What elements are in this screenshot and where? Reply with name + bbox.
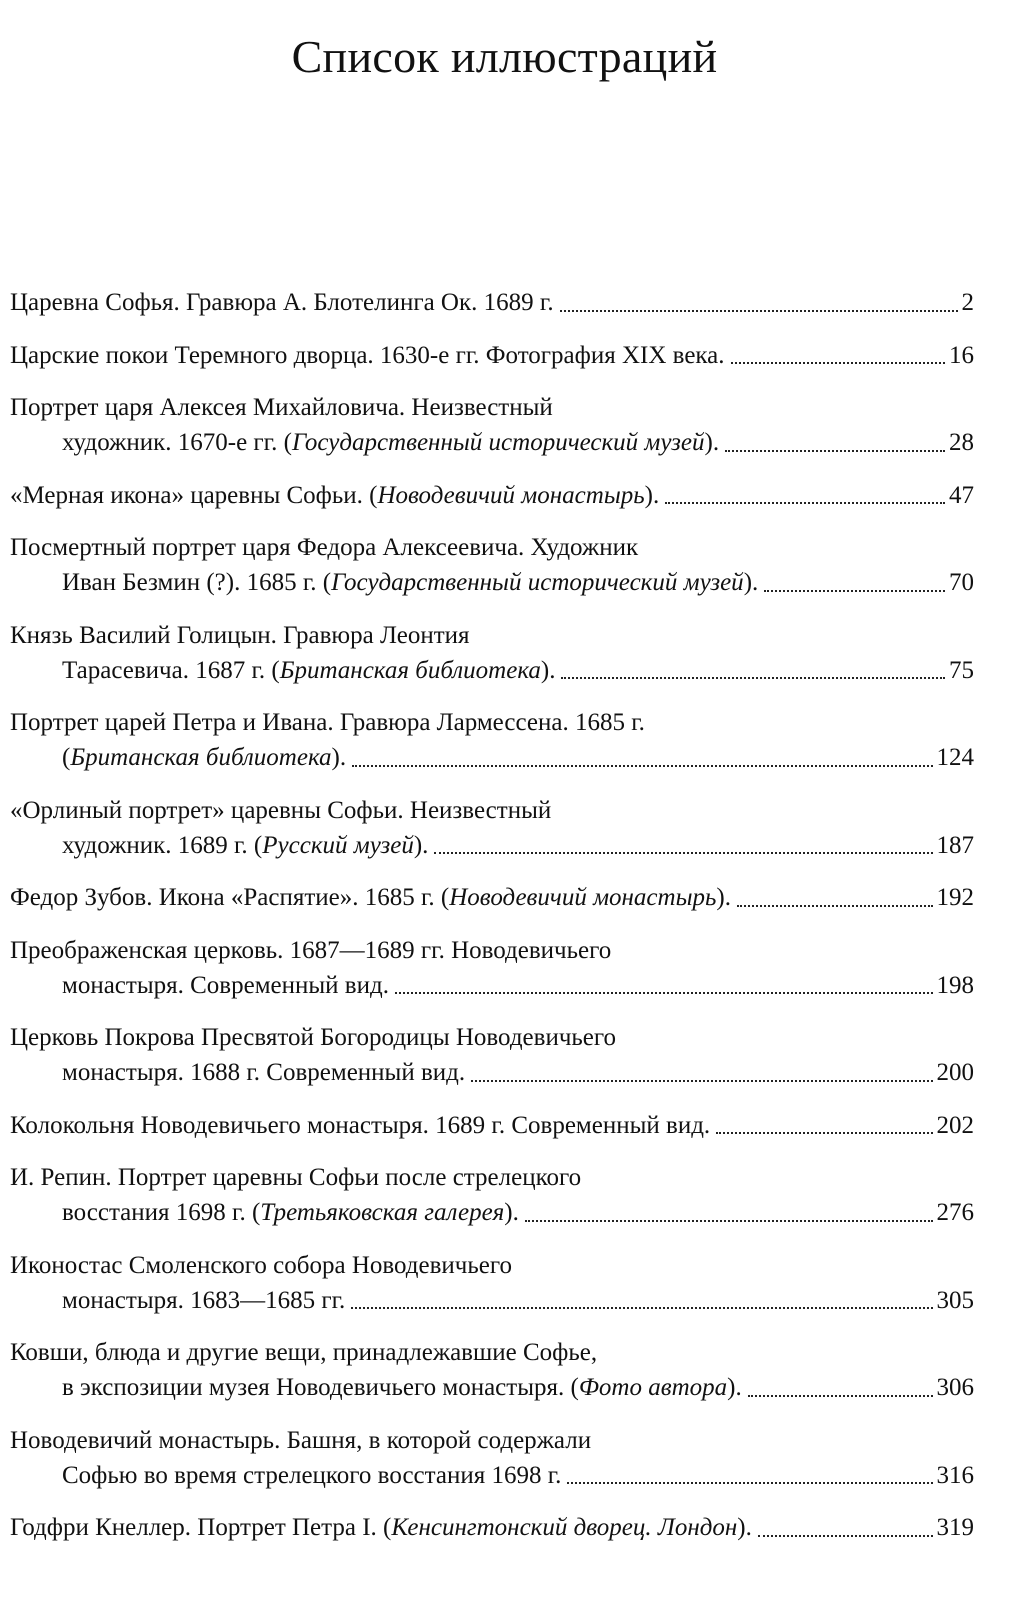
- entry-punct: ).: [727, 1374, 742, 1401]
- entry-line: [10, 1020, 974, 1055]
- entry-caption-continued: Тарасевича. 1687 г. (: [62, 656, 280, 684]
- entry-line-continued: [10, 653, 974, 688]
- dot-leader: [560, 310, 958, 312]
- entry-caption: Федор Зубов. Икона «Распятие». 1685 г. (: [10, 884, 450, 911]
- dot-leader: [434, 852, 932, 854]
- entry-caption: «Мерная икона» царевны Софьи. (: [10, 481, 378, 509]
- entry-source: Третьяковская галерея: [260, 1199, 505, 1226]
- entry-caption-continued: восстания 1698 г. (: [62, 1199, 261, 1226]
- page-number: 75: [949, 656, 974, 684]
- entry-punct: ).: [704, 429, 720, 456]
- list-item: [10, 1108, 974, 1143]
- entry-line: [10, 285, 974, 320]
- page-number: 2: [961, 289, 974, 316]
- list-item: [10, 1335, 974, 1405]
- entry-source: Государственный исторический музей: [291, 429, 705, 456]
- list-item: [10, 618, 974, 688]
- entry-line: [10, 478, 974, 513]
- entry-caption: И. Репин. Портрет царевны Софьи после стрелецкого: [10, 1164, 582, 1191]
- entry-line: [10, 338, 974, 373]
- list-item: [10, 880, 974, 915]
- entry-caption-continued: художник. 1689 г. (: [62, 831, 263, 859]
- entry-caption-continued: монастыря. Современный вид.: [62, 971, 389, 999]
- list-item: [10, 793, 974, 863]
- dot-leader: [351, 1307, 932, 1309]
- entry-caption: Портрет царя Алексея Михайловича. Неизвестный: [10, 394, 553, 421]
- entry-caption: Церковь Покрова Пресвятой Богородицы Новодевичьего: [10, 1024, 617, 1051]
- list-item: [10, 390, 974, 460]
- entry-line: [10, 1423, 974, 1458]
- entry-source: Британская библиотека: [279, 656, 541, 684]
- entry-line: [10, 618, 974, 653]
- page-number: 70: [949, 569, 974, 596]
- entry-caption: Портрет царей Петра и Ивана. Гравюра Лармессена. 1685 г.: [10, 709, 645, 736]
- list-item: [10, 478, 974, 513]
- dot-leader: [725, 450, 945, 452]
- dot-leader: [395, 992, 933, 994]
- entry-caption-continued: монастыря. 1688 г. Современный вид.: [62, 1059, 466, 1086]
- page-number: 202: [936, 1111, 974, 1139]
- list-item: [10, 1248, 974, 1318]
- dot-leader: [561, 677, 945, 679]
- list-item: [10, 285, 974, 320]
- dot-leader: [737, 905, 933, 907]
- list-item: [10, 1160, 974, 1230]
- entry-source: Британская библиотека: [70, 744, 332, 771]
- entry-line: [10, 933, 974, 968]
- page-title: Список иллюстраций: [291, 31, 718, 82]
- entry-caption: Колокольня Новодевичьего монастыря. 1689 г. Современный вид.: [10, 1111, 711, 1139]
- entry-line: [10, 880, 974, 915]
- entry-line-continued: [10, 1458, 974, 1493]
- entry-line-continued: [10, 828, 974, 863]
- entry-punct: ).: [331, 744, 347, 771]
- dot-leader: [352, 765, 932, 767]
- page-number: 28: [949, 429, 974, 456]
- list-item: [10, 530, 974, 600]
- entry-punct: ).: [504, 1199, 519, 1226]
- entry-punct: ).: [743, 569, 759, 596]
- entry-caption: Князь Василий Голицын. Гравюра Леонтия: [10, 621, 470, 649]
- entry-line: [10, 1510, 974, 1545]
- entry-line: [10, 1160, 974, 1195]
- entry-line-continued: [10, 1055, 974, 1090]
- entry-caption: Новодевичий монастырь. Башня, в которой содержали: [10, 1426, 592, 1454]
- entry-caption: Годфри Кнеллер. Портрет Петра I. (: [10, 1514, 392, 1541]
- entry-line-continued: [10, 1195, 974, 1230]
- dot-leader: [716, 1132, 932, 1134]
- page-number: 198: [936, 971, 974, 999]
- entry-punct: ).: [413, 831, 429, 859]
- dot-leader: [665, 502, 945, 504]
- entry-source: Новодевичий монастырь: [377, 481, 645, 509]
- entry-line-continued: [10, 1370, 974, 1405]
- list-item: [10, 705, 974, 775]
- entry-punct: ).: [540, 656, 556, 684]
- entry-caption-continued: монастыря. 1683—1685 гг.: [62, 1286, 346, 1314]
- entry-line-continued: [10, 1283, 974, 1318]
- dot-leader: [731, 362, 945, 364]
- page-number: 306: [936, 1374, 974, 1401]
- entry-line-continued: [10, 968, 974, 1003]
- entry-source: Кенсингтонский дворец. Лондон: [391, 1514, 738, 1541]
- entry-line-continued: [10, 565, 974, 600]
- entry-caption-continued: в экспозиции музея Новодевичьего монастыря. (: [62, 1374, 579, 1401]
- illustrations-list: [10, 285, 974, 1545]
- page-number: 192: [936, 884, 974, 911]
- page-number: 200: [936, 1059, 974, 1086]
- entry-source: Новодевичий монастырь: [449, 884, 717, 911]
- entry-source: Государственный исторический музей: [331, 569, 744, 596]
- entry-caption: «Орлиный портрет» царевны Софьи. Неизвестный: [10, 796, 552, 824]
- page-number: 47: [949, 481, 974, 509]
- entry-caption-continued: Софью во время стрелецкого восстания 1698 г.: [62, 1461, 562, 1489]
- entry-line: [10, 1108, 974, 1143]
- list-item: [10, 1020, 974, 1090]
- entry-caption-continued: художник. 1670-е гг. (: [62, 429, 292, 456]
- page-number: 124: [936, 744, 974, 771]
- entry-line: [10, 1335, 974, 1370]
- entry-line: [10, 1248, 974, 1283]
- entry-punct: ).: [716, 884, 731, 911]
- entry-caption: Преображенская церковь. 1687—1689 гг. Новодевичьего: [10, 936, 612, 964]
- page-number: 276: [936, 1199, 974, 1226]
- entry-punct: ).: [737, 1514, 752, 1541]
- entry-line: [10, 793, 974, 828]
- list-item: [10, 338, 974, 373]
- list-item: [10, 933, 974, 1003]
- dot-leader: [525, 1220, 933, 1222]
- entry-caption: Царские покои Теремного дворца. 1630-е гг. Фотография XIX века.: [10, 341, 725, 369]
- page-number: 316: [936, 1461, 974, 1489]
- entry-source: Фото автора: [578, 1374, 728, 1401]
- page-number: 187: [936, 831, 974, 859]
- entry-line: [10, 705, 974, 740]
- dot-leader: [748, 1395, 933, 1397]
- entry-caption: Ковши, блюда и другие вещи, принадлежавшие Софье,: [10, 1339, 598, 1366]
- entry-source: Русский музей: [262, 831, 414, 859]
- entry-caption: Посмертный портрет царя Федора Алексеевича. Художник: [10, 534, 639, 561]
- dot-leader: [764, 590, 945, 592]
- entry-caption: Иконостас Смоленского собора Новодевичьего: [10, 1251, 513, 1279]
- entry-line: [10, 390, 974, 425]
- entry-line: [10, 530, 974, 565]
- entry-caption: Царевна Софья. Гравюра А. Блотелинга Ок. 1689 г.: [10, 289, 554, 316]
- dot-leader: [567, 1482, 932, 1484]
- page-number: 305: [936, 1286, 974, 1314]
- page-number: 319: [936, 1514, 974, 1541]
- page-number: 16: [949, 341, 974, 369]
- list-item: [10, 1510, 974, 1545]
- entry-punct: ).: [644, 481, 660, 509]
- entry-caption-continued: Иван Безмин (?). 1685 г. (: [62, 569, 332, 596]
- dot-leader: [471, 1080, 932, 1082]
- list-item: [10, 1423, 974, 1493]
- entry-line-continued: [10, 740, 974, 775]
- entry-caption-continued: (: [62, 744, 71, 771]
- dot-leader: [758, 1535, 933, 1537]
- entry-line-continued: [10, 425, 974, 460]
